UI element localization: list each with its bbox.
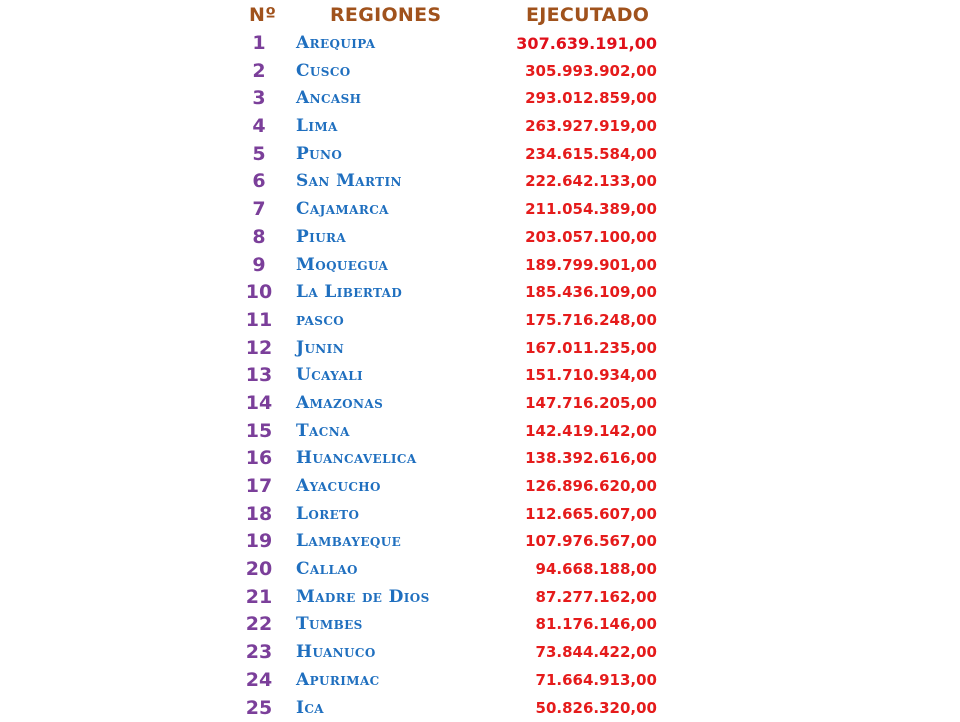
table-row bbox=[235, 584, 675, 612]
table-row bbox=[235, 362, 675, 390]
row-region: Piura bbox=[296, 224, 346, 252]
table-row bbox=[235, 418, 675, 446]
row-number: 16 bbox=[235, 445, 283, 473]
row-number: 2 bbox=[235, 58, 283, 86]
row-number: 7 bbox=[235, 196, 283, 224]
row-amount: 167.011.235,00 bbox=[525, 335, 657, 363]
row-amount: 189.799.901,00 bbox=[525, 252, 657, 280]
table-row bbox=[235, 639, 675, 667]
row-amount: 293.012.859,00 bbox=[525, 85, 657, 113]
table-header-row bbox=[235, 0, 675, 30]
row-number: 10 bbox=[235, 279, 283, 307]
row-region: Huancavelica bbox=[296, 445, 417, 473]
row-amount: 307.639.191,00 bbox=[516, 30, 657, 58]
row-region: Amazonas bbox=[296, 390, 383, 418]
table-row bbox=[235, 58, 675, 86]
row-number: 4 bbox=[235, 113, 283, 141]
row-number: 3 bbox=[235, 85, 283, 113]
table-row bbox=[235, 307, 675, 335]
row-amount: 151.710.934,00 bbox=[525, 362, 657, 390]
row-amount: 71.664.913,00 bbox=[536, 667, 657, 695]
row-region: Moquegua bbox=[296, 252, 388, 280]
row-number: 18 bbox=[235, 501, 283, 529]
row-amount: 112.665.607,00 bbox=[525, 501, 657, 529]
row-region: pasco bbox=[296, 307, 344, 335]
row-number: 21 bbox=[235, 584, 283, 612]
row-amount: 203.057.100,00 bbox=[525, 224, 657, 252]
row-region: Tacna bbox=[296, 418, 350, 446]
table-row bbox=[235, 445, 675, 473]
table-body bbox=[235, 30, 675, 722]
row-amount: 73.844.422,00 bbox=[536, 639, 657, 667]
table-row bbox=[235, 224, 675, 252]
row-region: Junin bbox=[296, 335, 344, 363]
header-regions: REGIONES bbox=[330, 0, 441, 30]
row-number: 25 bbox=[235, 695, 283, 722]
row-number: 1 bbox=[235, 30, 283, 58]
row-amount: 94.668.188,00 bbox=[536, 556, 657, 584]
table-row bbox=[235, 252, 675, 280]
table-row bbox=[235, 30, 675, 58]
row-region: Ucayali bbox=[296, 362, 363, 390]
row-region: Ayacucho bbox=[296, 473, 381, 501]
row-number: 11 bbox=[235, 307, 283, 335]
row-amount: 234.615.584,00 bbox=[525, 141, 657, 169]
row-amount: 138.392.616,00 bbox=[525, 445, 657, 473]
row-number: 14 bbox=[235, 390, 283, 418]
row-number: 9 bbox=[235, 252, 283, 280]
row-number: 19 bbox=[235, 528, 283, 556]
row-number: 22 bbox=[235, 611, 283, 639]
row-amount: 305.993.902,00 bbox=[525, 58, 657, 86]
row-region: Puno bbox=[296, 141, 342, 169]
row-amount: 211.054.389,00 bbox=[525, 196, 657, 224]
regions-execution-table bbox=[235, 0, 675, 722]
row-number: 23 bbox=[235, 639, 283, 667]
row-number: 12 bbox=[235, 335, 283, 363]
row-number: 17 bbox=[235, 473, 283, 501]
row-amount: 50.826.320,00 bbox=[536, 695, 657, 722]
table-row bbox=[235, 667, 675, 695]
row-region: Cajamarca bbox=[296, 196, 389, 224]
header-number: Nº bbox=[249, 0, 276, 30]
row-region: Tumbes bbox=[296, 611, 363, 639]
row-region: Cusco bbox=[296, 58, 351, 86]
table-row bbox=[235, 279, 675, 307]
table-row bbox=[235, 390, 675, 418]
row-region: Lima bbox=[296, 113, 338, 141]
row-amount: 222.642.133,00 bbox=[525, 168, 657, 196]
row-region: Apurimac bbox=[296, 667, 380, 695]
row-amount: 126.896.620,00 bbox=[525, 473, 657, 501]
row-amount: 87.277.162,00 bbox=[536, 584, 657, 612]
table-row bbox=[235, 501, 675, 529]
table-row bbox=[235, 611, 675, 639]
row-amount: 107.976.567,00 bbox=[525, 528, 657, 556]
row-region: Huanuco bbox=[296, 639, 376, 667]
table-row bbox=[235, 528, 675, 556]
row-amount: 263.927.919,00 bbox=[525, 113, 657, 141]
table-row bbox=[235, 85, 675, 113]
table-row bbox=[235, 196, 675, 224]
row-amount: 185.436.109,00 bbox=[525, 279, 657, 307]
table-row bbox=[235, 113, 675, 141]
row-number: 15 bbox=[235, 418, 283, 446]
row-region: Lambayeque bbox=[296, 528, 401, 556]
row-amount: 147.716.205,00 bbox=[525, 390, 657, 418]
row-region: Ica bbox=[296, 695, 324, 722]
row-region: Ancash bbox=[296, 85, 361, 113]
table-row bbox=[235, 335, 675, 363]
row-number: 6 bbox=[235, 168, 283, 196]
row-number: 24 bbox=[235, 667, 283, 695]
row-region: Callao bbox=[296, 556, 358, 584]
table-row bbox=[235, 556, 675, 584]
row-number: 13 bbox=[235, 362, 283, 390]
row-amount: 142.419.142,00 bbox=[525, 418, 657, 446]
row-region: Arequipa bbox=[296, 30, 376, 58]
row-number: 5 bbox=[235, 141, 283, 169]
table-row bbox=[235, 141, 675, 169]
header-executed: EJECUTADO bbox=[526, 0, 649, 30]
row-number: 8 bbox=[235, 224, 283, 252]
table-row bbox=[235, 473, 675, 501]
row-amount: 175.716.248,00 bbox=[525, 307, 657, 335]
table-row bbox=[235, 695, 675, 722]
row-amount: 81.176.146,00 bbox=[536, 611, 657, 639]
row-region: Madre de Dios bbox=[296, 584, 430, 612]
row-region: Loreto bbox=[296, 501, 359, 529]
row-region: La Libertad bbox=[296, 279, 402, 307]
row-number: 20 bbox=[235, 556, 283, 584]
table-row bbox=[235, 168, 675, 196]
row-region: San Martin bbox=[296, 168, 402, 196]
